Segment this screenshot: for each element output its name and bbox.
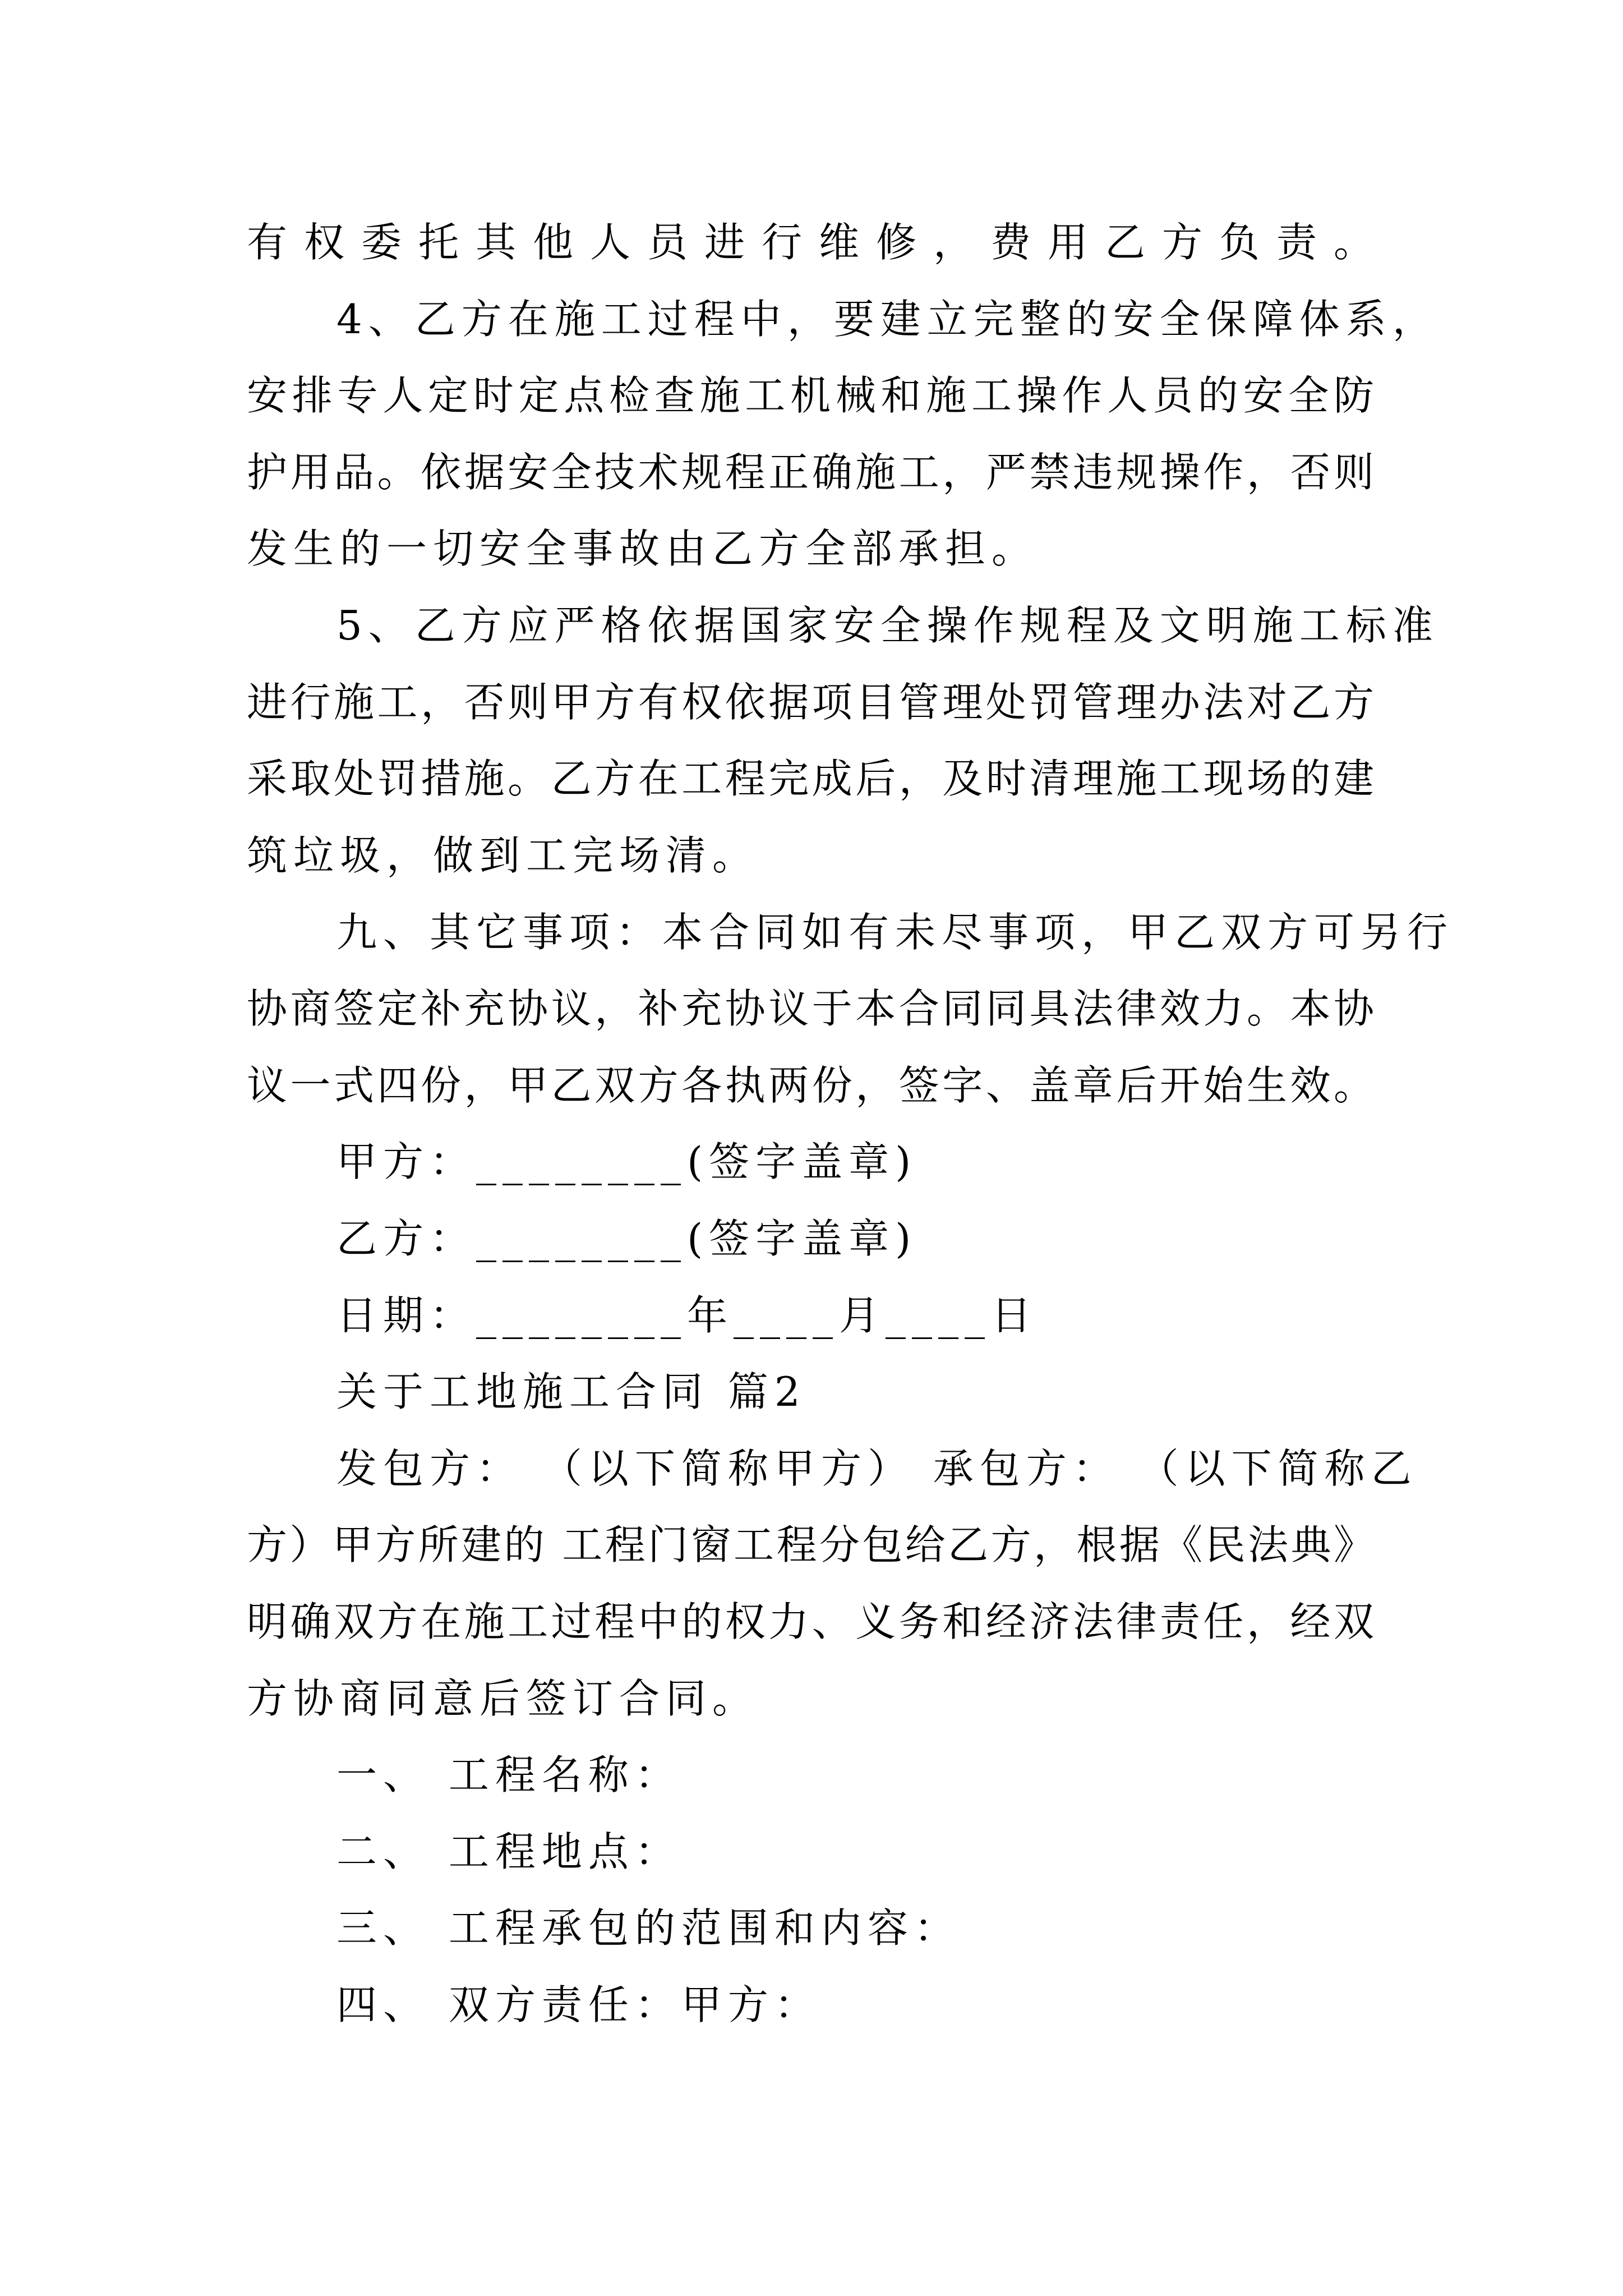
- text-line: 发生的一切安全事故由乙方全部承担。: [247, 525, 1039, 572]
- signature-line-party-b: 乙方：________(签字盖章): [336, 1215, 917, 1262]
- section-heading: 关于工地施工合同 篇2: [336, 1368, 806, 1415]
- text-line: 发包方： （以下简称甲方） 承包方： （以下简称乙: [336, 1445, 1418, 1492]
- text-line: 方）甲方所建的 工程门窗工程分包给乙方，根据《民法典》: [247, 1521, 1374, 1568]
- signature-line-party-a: 甲方：________(签字盖章): [336, 1138, 917, 1185]
- text-line: 方协商同意后签订合同。: [247, 1675, 759, 1722]
- text-line: 5、乙方应严格依据国家安全操作规程及文明施工标准: [336, 602, 1439, 649]
- list-item: 二、 工程地点：: [336, 1828, 681, 1875]
- text-line: 4、乙方在施工过程中，要建立完整的安全保障体系，: [336, 296, 1439, 343]
- text-line: 有权委托其他人员进行维修，费用乙方负责。: [247, 219, 1374, 266]
- text-line: 议一式四份，甲乙双方各执两份，签字、盖章后开始生效。: [247, 1062, 1374, 1109]
- list-item: 三、 工程承包的范围和内容：: [336, 1904, 961, 1952]
- text-line: 九、其它事项：本合同如有未尽事项，甲乙双方可另行: [336, 909, 1454, 956]
- text-line: 明确双方在施工过程中的权力、义务和经济法律责任，经双: [247, 1598, 1374, 1645]
- list-item: 四、 双方责任：甲方：: [336, 1981, 821, 2028]
- list-item: 一、 工程名称：: [336, 1751, 681, 1798]
- text-line: 协商签定补充协议，补充协议于本合同同具法律效力。本协: [247, 985, 1374, 1032]
- text-line: 护用品。依据安全技术规程正确施工，严禁违规操作，否则: [247, 449, 1374, 496]
- text-line: 进行施工，否则甲方有权依据项目管理处罚管理办法对乙方: [247, 679, 1374, 726]
- text-line: 安排专人定时定点检查施工机械和施工操作人员的安全防: [247, 372, 1374, 419]
- text-line: 筑垃圾，做到工完场清。: [247, 832, 759, 879]
- date-line: 日期：________年____月____日: [336, 1292, 1038, 1339]
- text-line: 采取处罚措施。乙方在工程完成后，及时清理施工现场的建: [247, 755, 1374, 802]
